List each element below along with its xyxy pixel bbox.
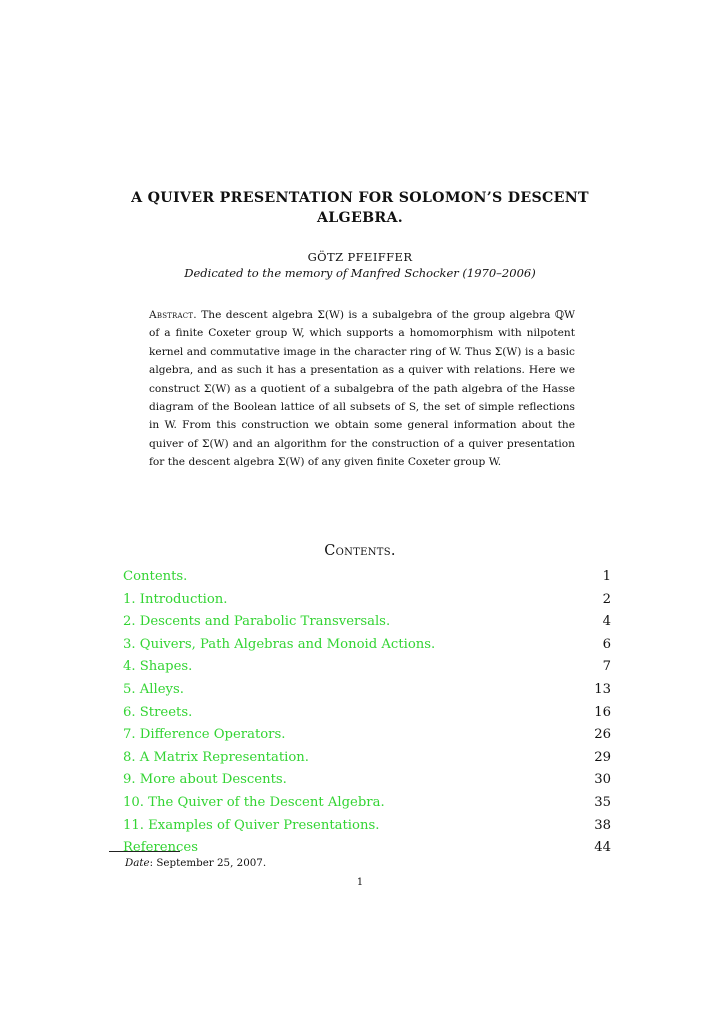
toc-entry-label[interactable]: 3. Quivers, Path Algebras and Monoid Actions. xyxy=(123,636,436,652)
toc-entry-page: 6 xyxy=(602,636,611,652)
toc-entry-page: 4 xyxy=(602,614,611,630)
toc-entry-label[interactable]: 10. The Quiver of the Descent Algebra. xyxy=(123,794,385,810)
abstract-text: The descent algebra Σ(W) is a subalgebra of the group algebra ℚW of a finite Coxeter group W, which supports a homomorphism with nilpotent kernel and commutative image in the character ring of W. Thus Σ(W) is a basic algebra, and as such it has a presentation as a quiver with relations. Here we construct Σ(W) as a quotient of a subalgebra of the path algebra of the Hasse diagram of the Boolean lattice of all subsets of S, the set of simple reflections in W. From this construction we obtain some general information about the quiver of Σ(W) and an algorithm for the construction of a quiver presentation for the descent algebra Σ(W) of any given finite Coxeter group W. xyxy=(149,309,576,469)
toc-entry-page: 44 xyxy=(594,840,611,856)
toc-entry[interactable] xyxy=(123,818,611,841)
abstract-label: Abstract. xyxy=(149,309,197,321)
toc-entry-label[interactable]: 1. Introduction. xyxy=(123,591,228,607)
title-line-1: A QUIVER PRESENTATION FOR SOLOMON’S DESCENT xyxy=(131,190,589,206)
toc-entry-page: 30 xyxy=(594,772,611,788)
toc-entry[interactable] xyxy=(123,705,611,728)
footnote-date-text: : September 25, 2007. xyxy=(149,857,267,869)
page-number: 1 xyxy=(356,877,364,888)
toc-entry-page: 1 xyxy=(602,569,611,584)
dedication: Dedicated to the memory of Manfred Schocker (1970–2006) xyxy=(184,266,536,280)
toc-entry-page: 16 xyxy=(594,704,611,720)
toc-entry-page: 2 xyxy=(602,591,611,607)
toc-entry[interactable] xyxy=(123,637,611,660)
toc-entry-page: 29 xyxy=(594,749,611,765)
title-line-2: ALGEBRA. xyxy=(316,210,404,226)
toc-entry-label[interactable]: 7. Difference Operators. xyxy=(123,727,286,743)
toc-entry-label[interactable]: 8. A Matrix Representation. xyxy=(123,749,309,765)
toc-entry[interactable] xyxy=(123,592,611,615)
footnote-date xyxy=(125,857,266,869)
toc-entry[interactable] xyxy=(123,772,611,795)
toc-entry[interactable] xyxy=(123,659,611,682)
toc-entry-page: 13 xyxy=(594,681,611,697)
toc-entry-label[interactable]: 11. Examples of Quiver Presentations. xyxy=(123,817,380,833)
toc-entry[interactable] xyxy=(123,614,611,637)
contents-heading: Contents. xyxy=(324,543,396,559)
toc-entry[interactable] xyxy=(123,750,611,773)
toc-entry[interactable] xyxy=(123,795,611,818)
toc-entry-page: 7 xyxy=(602,659,611,675)
author-name: GÖTZ PFEIFFER xyxy=(307,250,413,264)
toc-entry-label[interactable]: 2. Descents and Parabolic Transversals. xyxy=(123,614,391,630)
toc-entry[interactable] xyxy=(123,727,611,750)
toc-entry-label[interactable]: 4. Shapes. xyxy=(123,659,193,675)
toc-entry-page: 35 xyxy=(594,794,611,810)
footnote-date-key: Date xyxy=(125,857,150,869)
toc-entry-label[interactable]: 9. More about Descents. xyxy=(123,772,287,788)
toc-entry-page: 38 xyxy=(594,817,611,833)
paper-title xyxy=(100,188,620,228)
table-of-contents xyxy=(123,569,611,863)
toc-entry-label[interactable]: 5. Alleys. xyxy=(123,681,184,697)
toc-entry-label[interactable]: 6. Streets. xyxy=(123,704,193,720)
toc-entry-label[interactable]: References xyxy=(123,840,198,856)
toc-entry[interactable] xyxy=(123,569,611,592)
toc-entry[interactable] xyxy=(123,682,611,705)
toc-entry-page: 26 xyxy=(594,727,611,743)
footnote-divider xyxy=(109,851,180,852)
toc-entry-label[interactable]: Contents. xyxy=(123,569,188,584)
abstract xyxy=(149,306,575,472)
